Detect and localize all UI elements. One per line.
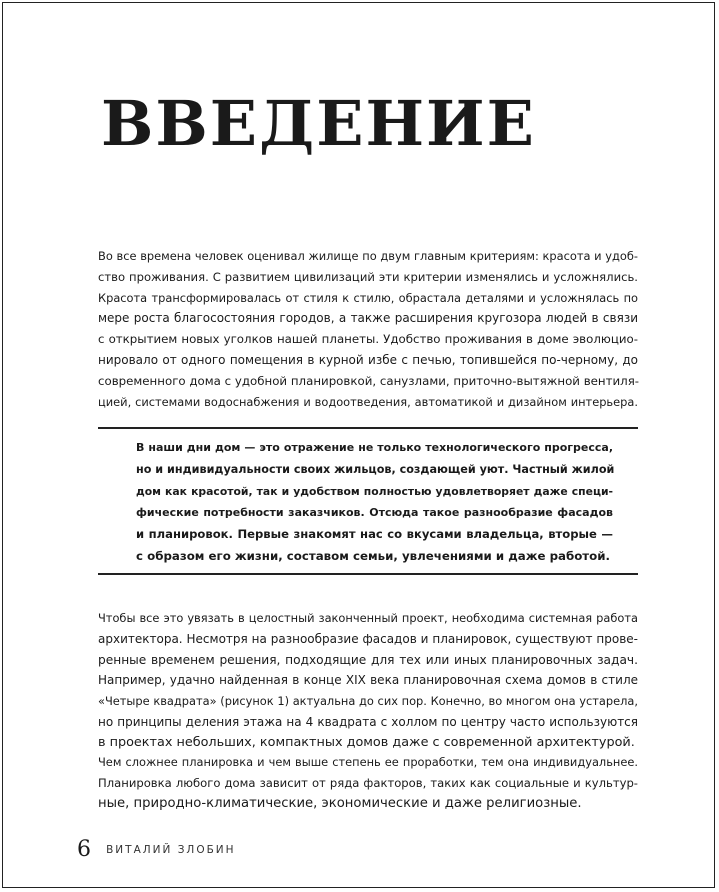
quote-line: с образом его жизни, составом семьи, увлечениями и даже работой. [136,548,611,563]
text-line: в проектах небольших, компактных домов даже с современной архитектурой. [98,734,635,750]
page-number: 6 [77,837,91,862]
author-name: ВИТАЛИЙ ЗЛОБИН [106,843,236,856]
text-line: цией, системами водоснабжения и водоотведения, автоматикой и дизайном интерьера. [98,394,638,409]
body-paragraph-3 [98,752,638,814]
text-line: архитектора. Несмотря на разнообразие фасадов и планировок, существуют прове- [98,631,638,646]
text-line: Во все времена человек оценивал жилище по двум главным критериям: красота и удоб- [98,249,638,263]
text-line: современного дома с удобной планировкой, санузлами, приточно-вытяжной вентиля- [98,373,640,388]
quote-line: В наши дни дом — это отражение не только технологического прогресса, [136,441,613,454]
text-line: «Четыре квадрата» (рисунок 1) актуальна до сих пор. Конечно, во многом она устарела, [98,694,638,709]
text-line: Планировка любого дома зависит от ряда факторов, таких как социальные и культур- [98,775,638,790]
text-line: ство проживания. С развитием цивилизаций эти критерии изменялись и усложнялись. [98,269,638,284]
text-line: мере роста благосостояния городов, а также расширения кругозора людей в связи [98,311,638,326]
text-line: Красота трансформировалась от стиля к стилю, обрастала деталями и усложнялась по [98,290,638,305]
quote-line: фические потребности заказчиков. Отсюда такое разнообразие фасадов [136,506,613,520]
quote-line: и планировок. Первые знакомят нас со вкусами владельца, вторые — [136,527,613,542]
text-line: ренные временем решения, подходящие для тех или иных планировочных задач. [98,652,638,667]
chapter-title: ВВЕДЕНИЕ [101,87,536,160]
quote-bottom-rule [98,573,638,575]
text-line: Например, удачно найденная в конце XIX века планировочная схема домов в стиле [98,673,638,688]
body-paragraph-2 [98,608,638,754]
text-line: нировало от одного помещения в курной избе с печью, топившейся по-черному, до [98,352,638,367]
quote-top-rule [98,427,638,429]
text-line: Чтобы все это увязать в целостный законченный проект, необходима системная работа [98,611,638,625]
page-footer [77,837,236,862]
text-line: с открытием новых уголков нашей планеты. Удобство проживания в доме эволюцио- [98,332,638,347]
text-line: ные, природно-климатические, экономические и даже религиозные. [98,795,582,811]
pull-quote [136,437,613,568]
quote-line: но и индивидуальности своих жильцов, создающей уют. Частный жилой [136,462,615,476]
text-line: Чем сложнее планировка и чем выше степень ее проработки, тем она индивидуальнее. [98,755,638,769]
text-line: но принципы деления этажа на 4 квадрата с холлом по центру часто используются [98,714,638,729]
intro-paragraph [98,246,638,412]
quote-line: дом как красотой, так и удобством полностью удовлетворяет даже специ- [136,484,613,498]
